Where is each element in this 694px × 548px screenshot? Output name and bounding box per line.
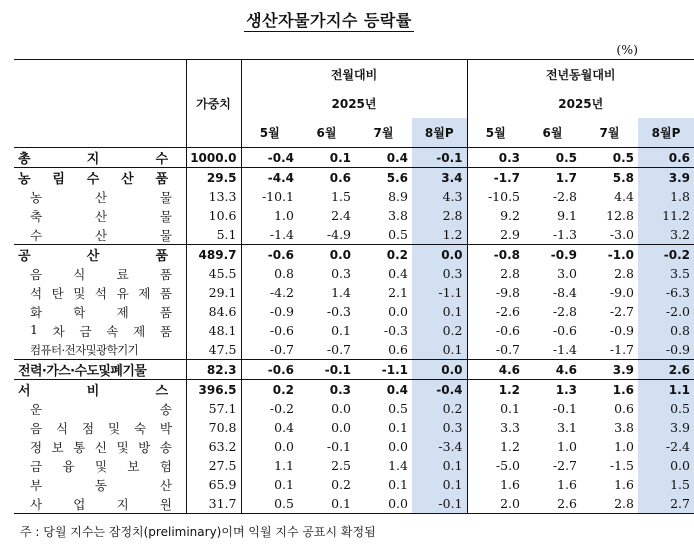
yoy-cell: 3.3 — [500, 420, 520, 435]
weight-cell: 1000.0 — [186, 148, 241, 168]
table-row — [14, 399, 694, 418]
mom-cell: 0.0 — [329, 247, 351, 262]
yoy-cell: 1.6 — [612, 382, 634, 397]
yoy-cell: -2.6 — [495, 304, 520, 319]
mom-cell: 0.8 — [274, 266, 294, 281]
table-row — [14, 340, 694, 360]
weight-header: 가중치 — [186, 60, 241, 148]
row-label: 음 식 점 및 숙 박 — [14, 418, 186, 437]
mom-cell: -10.1 — [261, 189, 294, 204]
weight-cell: 84.6 — [186, 302, 241, 321]
weight-cell: 10.6 — [186, 206, 241, 225]
weight-cell: 65.9 — [186, 475, 241, 494]
yoy-cell: -0.7 — [467, 340, 524, 360]
yoy-cell: 9.2 — [500, 208, 520, 223]
mom-cell: -0.7 — [298, 340, 355, 360]
yoy-cell: -1.5 — [609, 458, 634, 473]
yoy-cell: -1.0 — [607, 247, 634, 262]
yoy-cell: 2.6 — [638, 360, 694, 380]
yoy-cell: 1.2 — [500, 439, 520, 454]
yoy-cell: -0.2 — [638, 245, 694, 265]
mom-cell: 0.1 — [298, 494, 355, 514]
yoy-cell: 3.1 — [557, 420, 577, 435]
page-title: 생산자물가지수 등락률 — [246, 11, 412, 30]
mom-cell: -1.1 — [412, 283, 467, 302]
yoy-cell: 0.6 — [614, 401, 634, 416]
mom-cell: 0.1 — [412, 340, 467, 360]
row-label: 수 산 물 — [14, 225, 186, 245]
mom-cell: -0.1 — [326, 439, 351, 454]
mom-cell: 0.0 — [274, 439, 294, 454]
month-header: 5월 — [259, 126, 280, 140]
mom-cell: 0.0 — [388, 439, 408, 454]
yoy-cell: 1.0 — [557, 439, 577, 454]
mom-year: 2025년 — [241, 89, 467, 118]
yoy-cell: -0.9 — [609, 323, 634, 338]
mom-cell: 0.0 — [331, 420, 351, 435]
weight-cell: 82.3 — [186, 360, 241, 380]
mom-cell: 0.0 — [331, 401, 351, 416]
table-row — [14, 360, 694, 380]
month-header: 7월 — [599, 126, 620, 140]
mom-cell: 0.5 — [241, 494, 298, 514]
table-row — [14, 168, 694, 188]
yoy-cell: 1.1 — [638, 380, 694, 400]
mom-cell: 1.0 — [274, 208, 294, 223]
weight-cell: 5.1 — [186, 225, 241, 245]
table-row — [14, 418, 694, 437]
weight-cell: 57.1 — [186, 399, 241, 418]
row-label: 부 동 산 — [14, 475, 186, 494]
yoy-cell: -2.8 — [552, 189, 577, 204]
yoy-cell: 11.2 — [638, 206, 694, 225]
mom-cell: -1.1 — [355, 360, 412, 380]
mom-cell: 0.6 — [329, 170, 351, 185]
mom-cell: 0.1 — [388, 477, 408, 492]
yoy-header: 전년동월대비 — [467, 60, 694, 90]
row-label: 1 차 금 속 제 품 — [14, 321, 186, 340]
mom-cell: 0.1 — [412, 302, 467, 321]
mom-cell: -0.3 — [326, 304, 351, 319]
yoy-cell: -1.3 — [524, 225, 581, 245]
yoy-cell: 2.8 — [614, 266, 634, 281]
yoy-cell: -9.0 — [609, 285, 634, 300]
table-row — [14, 456, 694, 475]
yoy-cell: 4.6 — [467, 360, 524, 380]
yoy-cell: 0.0 — [638, 456, 694, 475]
row-label: 농 산 물 — [14, 187, 186, 206]
weight-cell: 70.8 — [186, 418, 241, 437]
mom-cell: 0.0 — [412, 245, 467, 265]
table-row — [14, 321, 694, 340]
yoy-cell: -5.0 — [495, 458, 520, 473]
mom-cell: -0.4 — [412, 380, 467, 400]
mom-cell: 0.0 — [412, 360, 467, 380]
row-label: 공 산 품 — [14, 245, 186, 265]
month-header: 5월 — [485, 126, 506, 140]
mom-cell: 1.2 — [412, 225, 467, 245]
mom-cell: 8.9 — [388, 189, 408, 204]
mom-cell: 0.4 — [355, 148, 412, 168]
mom-cell: 0.1 — [412, 456, 467, 475]
mom-cell: 0.1 — [412, 475, 467, 494]
mom-cell: 1.4 — [331, 285, 351, 300]
table-row — [14, 148, 694, 168]
yoy-cell: 2.0 — [467, 494, 524, 514]
weight-cell: 63.2 — [186, 437, 241, 456]
yoy-cell: 2.6 — [524, 494, 581, 514]
yoy-cell: 1.2 — [498, 382, 520, 397]
mom-cell: -0.3 — [383, 323, 408, 338]
month-header: 6월 — [542, 126, 563, 140]
table-row — [14, 475, 694, 494]
mom-cell: 0.5 — [388, 401, 408, 416]
row-label: 농 림 수 산 품 — [14, 168, 186, 188]
yoy-cell: -0.9 — [550, 247, 577, 262]
row-label: 총 지 수 — [14, 148, 186, 168]
mom-cell: 3.8 — [388, 208, 408, 223]
mom-cell: 0.1 — [298, 148, 355, 168]
yoy-year: 2025년 — [558, 97, 604, 111]
row-label: 사 업 지 원 — [14, 494, 186, 514]
mom-cell: 0.4 — [274, 420, 294, 435]
row-label: 운 송 — [14, 399, 186, 418]
mom-cell: 0.6 — [355, 340, 412, 360]
mom-cell: 0.1 — [331, 323, 351, 338]
mom-cell: 1.5 — [331, 189, 351, 204]
mom-cell: 0.3 — [331, 266, 351, 281]
weight-cell: 47.5 — [186, 340, 241, 360]
yoy-cell: -0.6 — [552, 323, 577, 338]
mom-cell: 0.0 — [388, 304, 408, 319]
mom-cell: 0.3 — [412, 264, 467, 283]
mom-cell: 4.3 — [412, 187, 467, 206]
row-label: 전력·가스·수도및폐기물 — [14, 360, 186, 380]
mom-cell: -4.2 — [269, 285, 294, 300]
yoy-cell: 9.1 — [557, 208, 577, 223]
mom-cell: -4.4 — [267, 170, 294, 185]
row-label: 음 식 료 품 — [14, 264, 186, 283]
mom-cell: -3.4 — [412, 437, 467, 456]
weight-cell: 31.7 — [186, 494, 241, 514]
row-label: 서 비 스 — [14, 380, 186, 400]
yoy-cell: -1.7 — [493, 170, 520, 185]
mom-cell: -0.1 — [412, 494, 467, 514]
yoy-cell: 4.6 — [524, 360, 581, 380]
unit-label: (%) — [616, 42, 638, 57]
weight-cell: 29.5 — [186, 168, 241, 188]
mom-cell: 0.1 — [274, 477, 294, 492]
yoy-cell: 3.9 — [638, 418, 694, 437]
table-row — [14, 302, 694, 321]
mom-cell: 0.4 — [386, 382, 408, 397]
yoy-cell: 3.9 — [581, 360, 638, 380]
table-row — [14, 494, 694, 514]
yoy-cell: -2.8 — [552, 304, 577, 319]
yoy-cell: -9.8 — [495, 285, 520, 300]
month-header: 8월P — [638, 118, 694, 148]
yoy-cell: -8.4 — [552, 285, 577, 300]
yoy-cell: 0.5 — [581, 148, 638, 168]
weight-cell: 48.1 — [186, 321, 241, 340]
yoy-cell: -10.5 — [487, 189, 520, 204]
yoy-cell: -0.1 — [552, 401, 577, 416]
weight-cell: 13.3 — [186, 187, 241, 206]
yoy-cell: 0.1 — [500, 401, 520, 416]
mom-cell: -1.4 — [241, 225, 298, 245]
mom-cell: -4.9 — [298, 225, 355, 245]
yoy-cell: 1.5 — [638, 475, 694, 494]
yoy-cell: 3.2 — [638, 225, 694, 245]
month-header: 7월 — [373, 126, 394, 140]
yoy-cell: 1.7 — [555, 170, 577, 185]
mom-cell: -0.4 — [241, 148, 298, 168]
mom-cell: 0.1 — [388, 420, 408, 435]
table-row — [14, 380, 694, 400]
yoy-cell: 2.8 — [500, 266, 520, 281]
mom-cell: 5.6 — [386, 170, 408, 185]
yoy-cell: 3.5 — [638, 264, 694, 283]
month-header: 6월 — [316, 126, 337, 140]
yoy-cell: 0.3 — [467, 148, 524, 168]
weight-cell: 45.5 — [186, 264, 241, 283]
table-row — [14, 187, 694, 206]
mom-cell: 2.4 — [331, 208, 351, 223]
mom-cell: -0.6 — [269, 323, 294, 338]
yoy-cell: 3.0 — [557, 266, 577, 281]
mom-cell: 3.4 — [412, 168, 467, 188]
weight-cell: 29.1 — [186, 283, 241, 302]
table-row — [14, 264, 694, 283]
yoy-cell: -1.7 — [581, 340, 638, 360]
yoy-cell: 1.0 — [614, 439, 634, 454]
yoy-cell: -2.4 — [638, 437, 694, 456]
table-row — [14, 283, 694, 302]
row-label: 정 보 통 신 및 방 송 — [14, 437, 186, 456]
mom-cell: -0.1 — [298, 360, 355, 380]
row-label: 화 학 제 품 — [14, 302, 186, 321]
yoy-cell: -2.7 — [609, 304, 634, 319]
yoy-cell: 0.5 — [524, 148, 581, 168]
mom-cell: 0.3 — [412, 418, 467, 437]
yoy-cell: 4.4 — [614, 189, 634, 204]
weight-cell: 396.5 — [186, 380, 241, 400]
mom-cell: 0.5 — [355, 225, 412, 245]
ppi-table — [14, 59, 694, 514]
row-label: 컴퓨터·전자및광학기기 — [14, 340, 186, 360]
row-label: 석 탄 및 석 유 제 품 — [14, 283, 186, 302]
mom-cell: 0.2 — [331, 477, 351, 492]
mom-cell: 0.4 — [388, 266, 408, 281]
yoy-cell: 2.9 — [467, 225, 524, 245]
table-row — [14, 245, 694, 265]
yoy-cell: 3.8 — [614, 420, 634, 435]
yoy-cell: -0.6 — [495, 323, 520, 338]
yoy-cell: 1.3 — [555, 382, 577, 397]
yoy-cell: 0.8 — [638, 321, 694, 340]
yoy-cell: 0.6 — [638, 148, 694, 168]
yoy-cell: 2.7 — [638, 494, 694, 514]
table-row — [14, 206, 694, 225]
yoy-cell: -0.9 — [638, 340, 694, 360]
yoy-cell: 1.6 — [557, 477, 577, 492]
yoy-cell: 1.6 — [614, 477, 634, 492]
mom-cell: -0.7 — [241, 340, 298, 360]
mom-cell: -0.2 — [269, 401, 294, 416]
mom-cell: 0.0 — [355, 494, 412, 514]
yoy-cell: -2.7 — [552, 458, 577, 473]
mom-cell: 2.8 — [412, 206, 467, 225]
mom-cell: -0.9 — [269, 304, 294, 319]
table-row — [14, 437, 694, 456]
yoy-cell: 5.8 — [612, 170, 634, 185]
yoy-cell: 2.8 — [581, 494, 638, 514]
mom-cell: -0.6 — [267, 247, 294, 262]
yoy-cell: 1.6 — [500, 477, 520, 492]
mom-cell: 2.5 — [331, 458, 351, 473]
weight-cell: 27.5 — [186, 456, 241, 475]
yoy-cell: -3.0 — [581, 225, 638, 245]
mom-cell: 0.2 — [386, 247, 408, 262]
table-body — [14, 148, 694, 514]
yoy-cell: 1.8 — [638, 187, 694, 206]
category-header — [14, 60, 186, 148]
mom-cell: -0.6 — [241, 360, 298, 380]
yoy-cell: 0.5 — [638, 399, 694, 418]
yoy-cell: -2.0 — [638, 302, 694, 321]
mom-header: 전월대비 — [241, 60, 467, 90]
yoy-cell: -1.4 — [524, 340, 581, 360]
table-row — [14, 225, 694, 245]
footnote: 주 : 당월 지수는 잠정치(preliminary)이며 익월 지수 공표시 확정됨 — [20, 525, 376, 539]
yoy-cell: 3.9 — [638, 168, 694, 188]
mom-cell: 2.1 — [388, 285, 408, 300]
mom-cell: 1.1 — [274, 458, 294, 473]
weight-cell: 489.7 — [186, 245, 241, 265]
mom-cell: 0.3 — [329, 382, 351, 397]
month-header: 8월P — [412, 118, 467, 148]
row-label: 축 산 물 — [14, 206, 186, 225]
mom-cell: 0.2 — [412, 399, 467, 418]
mom-cell: 0.2 — [272, 382, 294, 397]
yoy-cell: -0.8 — [493, 247, 520, 262]
mom-cell: 1.4 — [388, 458, 408, 473]
mom-cell: -0.1 — [412, 148, 467, 168]
yoy-cell: -6.3 — [638, 283, 694, 302]
yoy-cell: 12.8 — [606, 208, 634, 223]
row-label: 금 융 및 보 험 — [14, 456, 186, 475]
mom-cell: 0.2 — [412, 321, 467, 340]
